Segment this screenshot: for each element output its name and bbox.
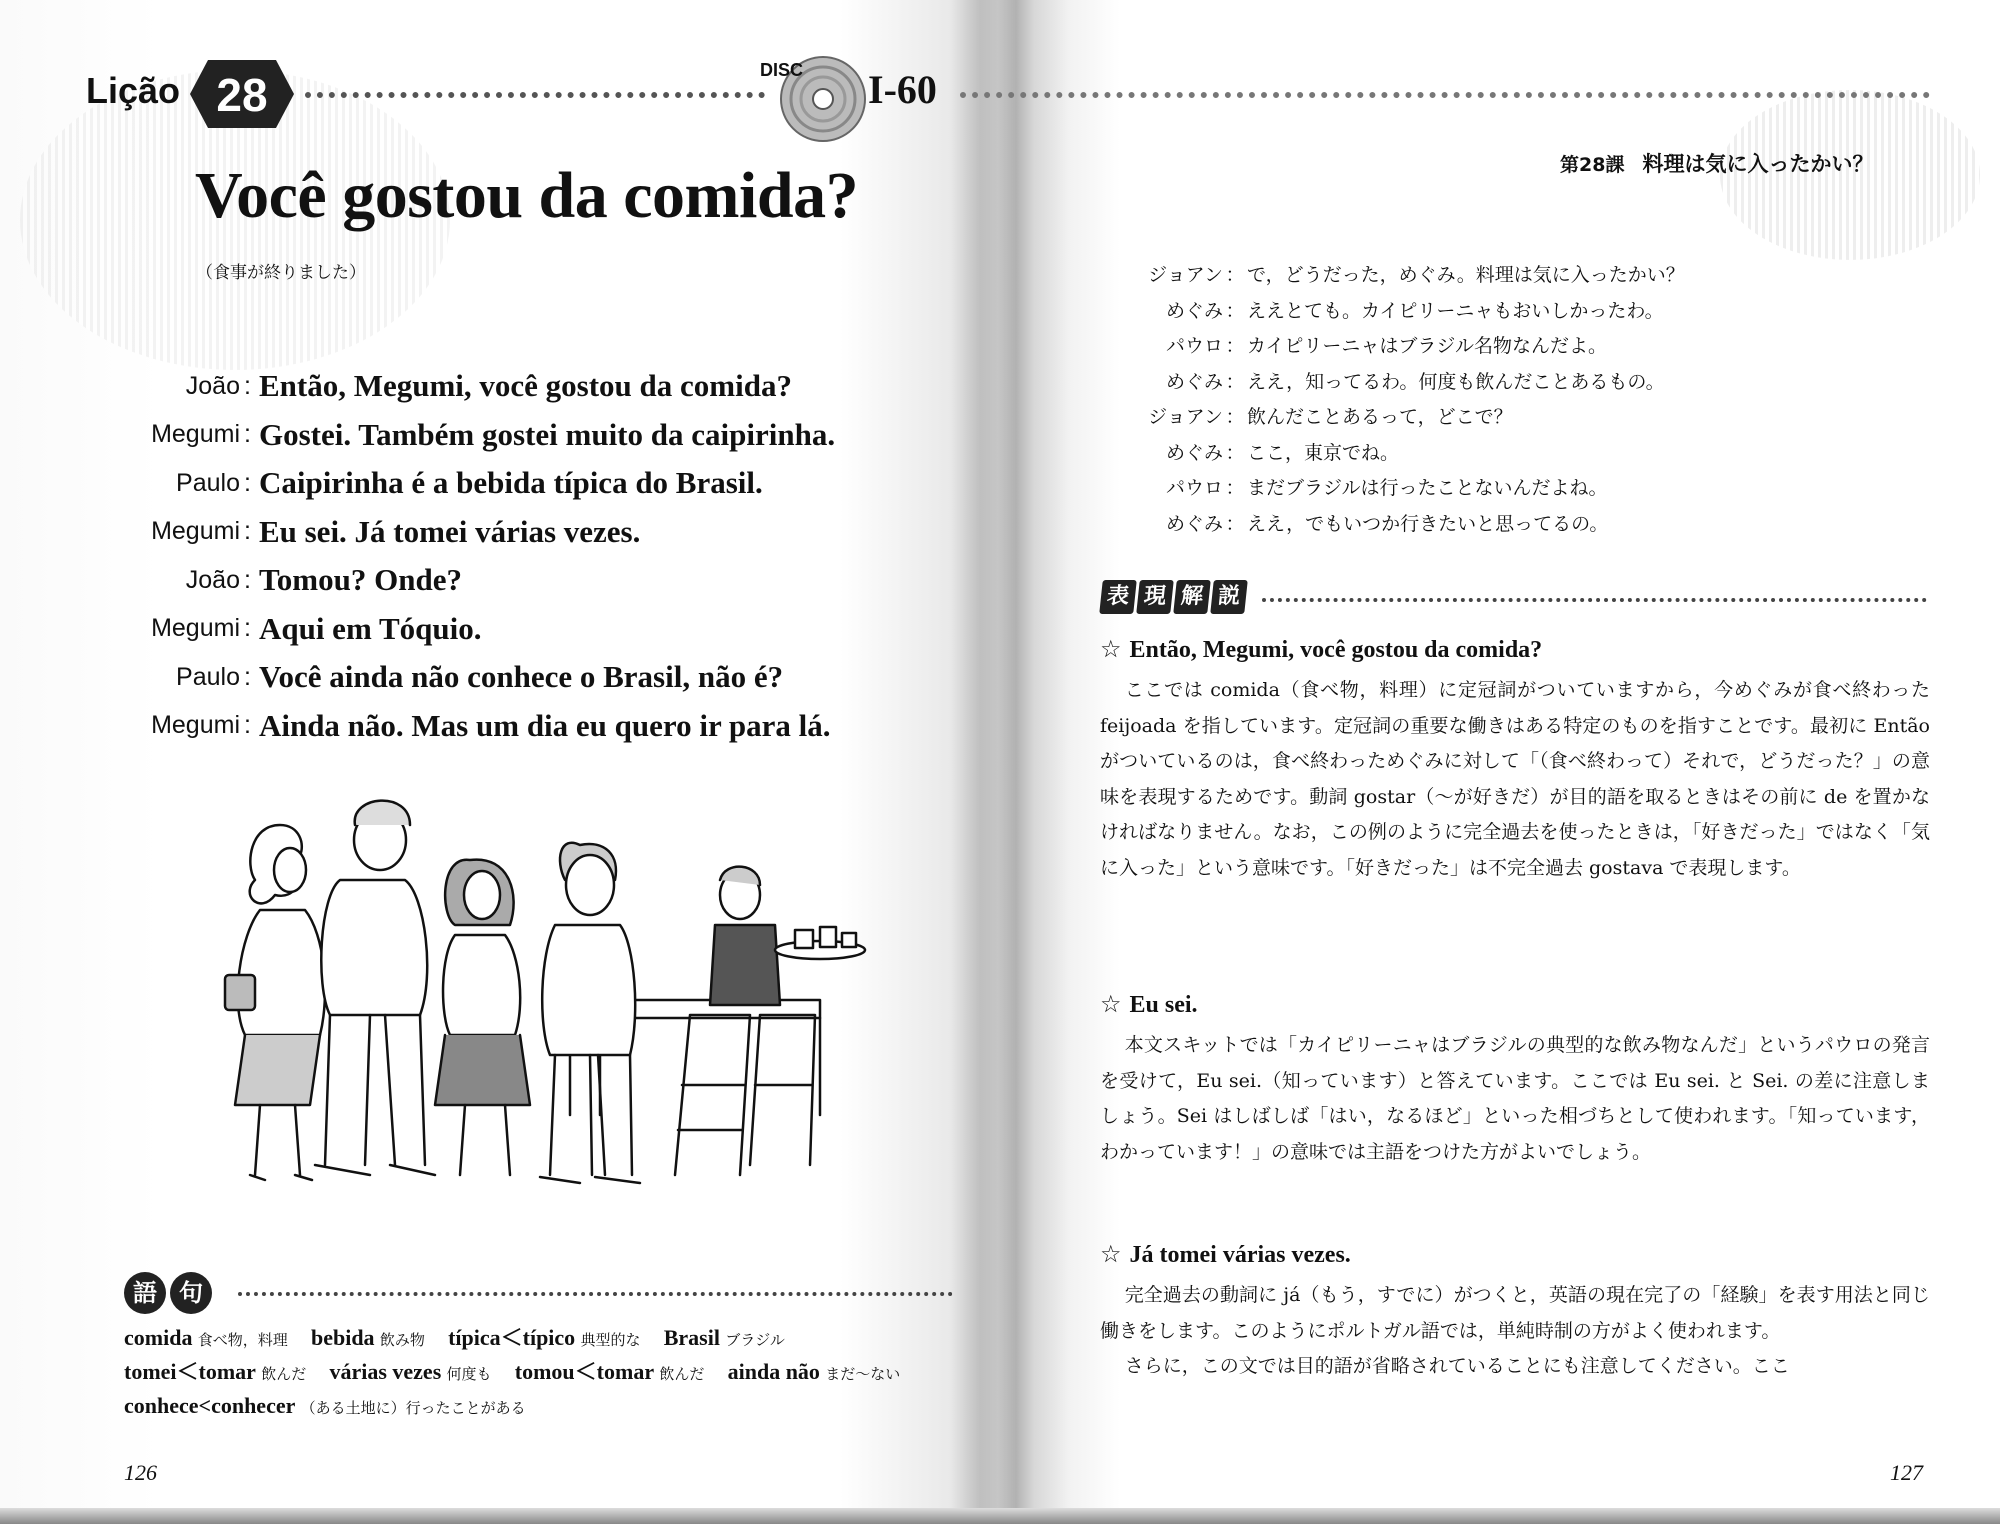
ja-speaker: パウロ <box>1165 335 1223 358</box>
section-paragraph: 本文スキットでは「カイピリーニャはブラジルの典型的な飲み物なんだ」というパウロの発言を受けて，Eu sei.（知っています）と答えています。ここでは Eu sei. と Sei. の差に注意しましょう。Sei はしばしば「はい，なるほど」といった相づちとして使われます。「知っています，わかっています！」の意味では主語をつけた方がよいでしょう。 <box>1100 1034 1930 1163</box>
page-number: 127 <box>1890 1460 1923 1485</box>
ja-speaker: めぐみ <box>1165 370 1223 393</box>
vocab-dotted-rule <box>238 1292 953 1296</box>
colon: : <box>244 614 251 643</box>
section-body <box>1100 1028 1930 1170</box>
vocab-term: típica＜típico <box>448 1325 576 1350</box>
right-page-heading <box>1560 148 1873 178</box>
speech: Gostei. Também gostei muito da caipirinha. <box>258 416 836 452</box>
dialogue-line <box>90 653 970 702</box>
vocab-list <box>124 1322 959 1424</box>
vocab-heading-glyph: 語 <box>124 1272 166 1314</box>
vocab-heading-glyph: 句 <box>170 1272 212 1314</box>
lesson-title-ja: 料理は気に入ったかい？ <box>1642 152 1874 176</box>
section-title <box>1100 990 1930 1028</box>
vocab-term: conhece<conhecer <box>124 1393 296 1418</box>
speech: Você ainda não conhece o Brasil, não é? <box>258 659 784 695</box>
dialogue-line <box>90 411 970 460</box>
section-title-text: Já tomei várias vezes. <box>1129 1242 1351 1268</box>
dialogue <box>90 362 970 750</box>
ja-speech: 飲んだことあるって，どこで？ <box>1247 406 1513 429</box>
disc-label: DISC <box>760 60 804 80</box>
colon: ： <box>1225 299 1245 322</box>
colon: ： <box>1225 264 1245 287</box>
explanation-section <box>1100 635 1930 886</box>
speaker: Megumi <box>151 711 240 740</box>
ja-dialogue-line <box>1100 469 1800 505</box>
explanation-section <box>1100 1240 1930 1385</box>
book-bottom-edge <box>0 1508 2000 1524</box>
page-number: 126 <box>124 1460 157 1485</box>
ja-dialogue-line <box>1100 256 1800 292</box>
vocab-gloss: まだ～ない <box>825 1365 901 1383</box>
section-title-text: Então, Megumi, você gostou da comida? <box>1129 637 1543 663</box>
lesson-number: 28 <box>216 69 268 121</box>
ja-speaker: めぐみ <box>1165 299 1223 322</box>
header-dotted-rule <box>960 92 1930 98</box>
ja-speech: ええ，でもいつか行きたいと思ってるの。 <box>1247 512 1609 535</box>
lesson-title: Você gostou da comida? <box>195 159 859 232</box>
ja-speaker: めぐみ <box>1165 512 1223 535</box>
header-dotted-rule <box>305 92 765 98</box>
vocab-term: tomei＜tomar <box>124 1359 256 1384</box>
explanation-heading-glyph: 表 <box>1099 580 1137 614</box>
colon: : <box>244 371 251 400</box>
speaker: João <box>185 371 240 400</box>
vocab-gloss: 飲んだ <box>659 1365 705 1383</box>
section-title-text: Eu sei. <box>1129 992 1198 1018</box>
explanation-heading-glyph: 解 <box>1173 580 1211 614</box>
vocab-gloss: 飲んだ <box>261 1365 307 1383</box>
japanese-dialogue <box>1100 256 1800 540</box>
left-page <box>0 0 980 1524</box>
vocab-term: bebida <box>310 1325 375 1350</box>
explanation-heading <box>1101 580 1246 614</box>
speech: Caipirinha é a bebida típica do Brasil. <box>258 465 763 501</box>
section-title <box>1100 1240 1930 1278</box>
dialogue-line <box>90 362 970 411</box>
ja-dialogue-line <box>1100 434 1800 470</box>
speech: Ainda não. Mas um dia eu quero ir para lá. <box>258 707 831 743</box>
ja-speaker: めぐみ <box>1165 441 1223 464</box>
vocab-term: ainda não <box>727 1359 820 1384</box>
colon: : <box>244 468 251 497</box>
explanation-heading-glyph: 現 <box>1136 580 1174 614</box>
vocab-gloss: 典型的な <box>580 1331 641 1349</box>
section-title <box>1100 635 1930 673</box>
colon: ： <box>1225 477 1245 500</box>
ja-speech: カイピリーニャはブラジル名物なんだよ。 <box>1247 335 1607 358</box>
dialogue-line <box>90 459 970 508</box>
speaker: Paulo <box>176 662 240 691</box>
vocab-heading <box>124 1272 212 1314</box>
vocab-term: comida <box>124 1325 193 1350</box>
speaker: Paulo <box>176 468 240 497</box>
ja-speech: ええ，知ってるわ。何度も飲んだことあるもの。 <box>1247 370 1665 393</box>
ja-dialogue-line <box>1100 363 1800 399</box>
colon: : <box>244 565 251 594</box>
speaker: João <box>185 565 240 594</box>
colon: ： <box>1225 406 1245 429</box>
speech: Eu sei. Já tomei várias vezes. <box>258 513 641 549</box>
ja-speech: まだブラジルは行ったことないんだよね。 <box>1247 477 1608 500</box>
ja-speech: で，どうだった，めぐみ。料理は気に入ったかい？ <box>1247 264 1685 287</box>
track-number: I-60 <box>868 67 937 112</box>
speech: Então, Megumi, você gostou da comida? <box>258 368 792 404</box>
ja-dialogue-line <box>1100 398 1800 434</box>
explanation-dotted-rule <box>1262 598 1927 602</box>
dialogue-line <box>90 556 970 605</box>
colon: : <box>244 711 251 740</box>
speech: Aqui em Tóquio. <box>258 610 482 646</box>
vocab-term: tomou＜tomar <box>514 1359 655 1384</box>
section-paragraph: 完全過去の動詞に já（もう，すでに）がつくと，英語の現在完了の「経験」を表す用法と同じ働きをします。このようにポルトガル語では，単純時制の方がよく使われます。 <box>1100 1284 1930 1342</box>
speaker: Megumi <box>151 420 240 449</box>
ja-speaker: パウロ <box>1165 477 1223 500</box>
colon: ： <box>1225 512 1245 535</box>
ja-speaker: ジョアン <box>1148 264 1223 287</box>
speaker: Megumi <box>151 614 240 643</box>
vocab-gloss: 飲み物 <box>379 1331 425 1349</box>
section-paragraph: ここでは comida（食べ物，料理）に定冠詞がついていますから，今めぐみが食べ終わった feijoada を指しています。定冠詞の重要な働きはある特定のものを指すことです。最初に Então がついているのは，食べ終わっためぐみに対して「（食べ終わって）それで，どうだった？」の意味を表現するためです。動詞 gostar（～が好きだ）が目的語を取るときはその前に de を置かなければなりません。なお，この例のように完全過去を使ったときは，「好きだった」ではなく「気に入った」という意味です。「好きだった」は不完全過去 gostava で表現します。 <box>1100 679 1930 879</box>
colon: : <box>244 420 251 449</box>
vocab-gloss: 食べ物，料理 <box>197 1331 288 1349</box>
lesson-heading: 第28課 <box>1560 154 1625 176</box>
star-icon: ☆ <box>1100 1240 1122 1268</box>
vocab-gloss: （ある土地に）行ったことがある <box>300 1399 526 1417</box>
explanation-section <box>1100 990 1930 1170</box>
section-paragraph: さらに，この文では目的語が省略されていることにも注意してください。ここ <box>1124 1355 1790 1377</box>
colon: ： <box>1225 441 1245 464</box>
ja-speech: ここ，東京でね。 <box>1247 441 1400 464</box>
colon: : <box>244 517 251 546</box>
ja-speech: ええとても。カイピリーニャもおいしかったわ。 <box>1247 299 1664 322</box>
colon: ： <box>1225 370 1245 393</box>
star-icon: ☆ <box>1100 635 1122 663</box>
restaurant-scene-illustration <box>220 785 900 1205</box>
dialogue-line <box>90 702 970 751</box>
colon: : <box>244 662 251 691</box>
vocab-term: Brasil <box>663 1325 720 1350</box>
explanation-heading-glyph: 説 <box>1210 580 1248 614</box>
vocab-gloss: ブラジル <box>725 1331 785 1349</box>
speaker: Megumi <box>151 517 240 546</box>
section-body <box>1100 673 1930 886</box>
ja-dialogue-line <box>1100 505 1800 541</box>
lesson-label: Lição <box>86 70 181 111</box>
ja-speaker: ジョアン <box>1148 406 1223 429</box>
section-body <box>1100 1278 1930 1385</box>
lesson-subtitle: （食事が終りました） <box>196 263 366 283</box>
colon: ： <box>1225 335 1245 358</box>
star-icon: ☆ <box>1100 990 1122 1018</box>
vocab-gloss: 何度も <box>446 1365 492 1383</box>
ja-dialogue-line <box>1100 327 1800 363</box>
dialogue-line <box>90 508 970 557</box>
dialogue-line <box>90 605 970 654</box>
ja-dialogue-line <box>1100 292 1800 328</box>
vocab-term: várias vezes <box>329 1359 442 1384</box>
speech: Tomou? Onde? <box>258 562 462 598</box>
